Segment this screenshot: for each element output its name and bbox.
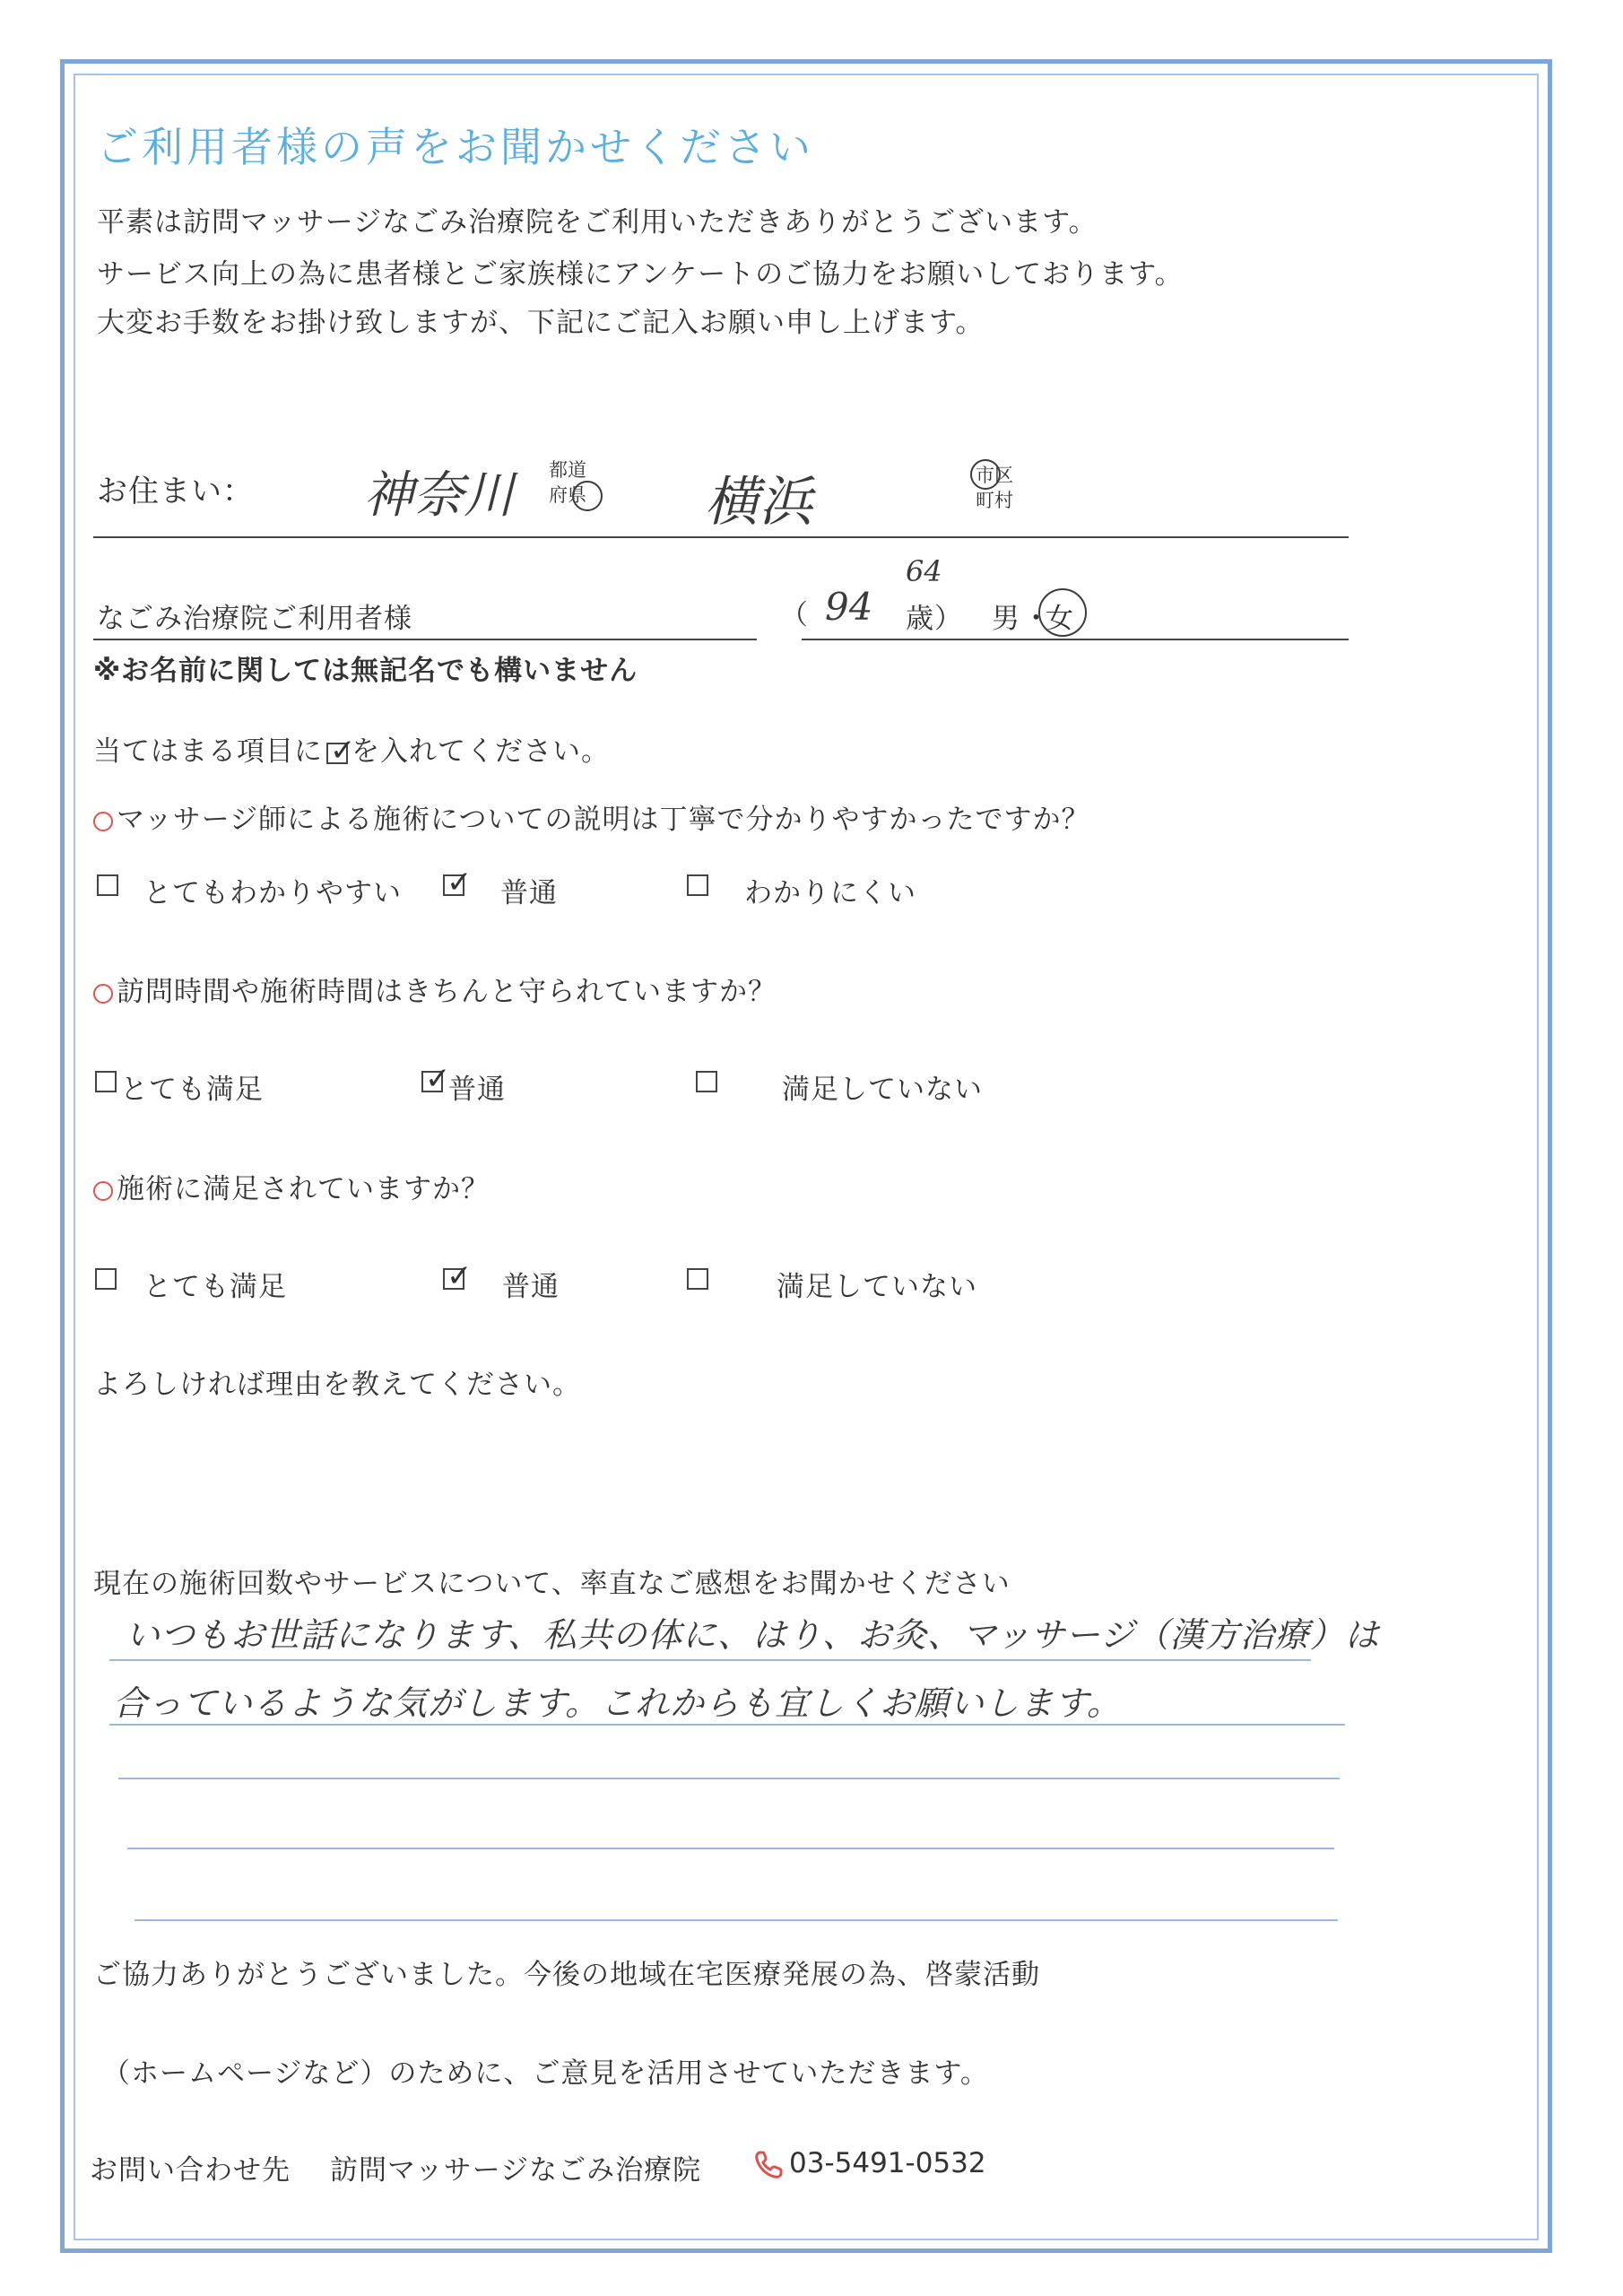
instruction-pre: 当てはまる項目に [93, 735, 323, 768]
instruction-text [93, 728, 610, 769]
age-handwritten[interactable]: 94 [825, 585, 873, 629]
q2-option-2-checkbox[interactable] [421, 1061, 451, 1097]
question-3 [93, 1166, 490, 1206]
question-2 [93, 969, 777, 1009]
feedback-line-1[interactable]: いつもお世話になります、私共の体に、はり、お灸、マッサージ（漢方治療）は [126, 1615, 1380, 1655]
user-name-underline [93, 639, 757, 640]
closing-line-1: ご協力ありがとうございました。今後の地域在宅医療発展の為、啓蒙活動 [93, 1959, 1040, 1991]
question-2-text: 訪問時間や施術時間はきちんと守られていますか？ [117, 976, 777, 1008]
age-open-paren: （ [780, 599, 809, 631]
feedback-rule-1 [109, 1659, 1311, 1661]
prefecture-suffix-top: 都道 [549, 459, 586, 481]
q3-option-1-checkbox[interactable] [95, 1268, 117, 1290]
city-handwritten[interactable]: 横浜 [705, 471, 812, 534]
gender-separator: ・ [1022, 603, 1051, 635]
intro-line-2: サービス向上の為に患者様とご家族様にアンケートのご協力をお願いしております。 [97, 258, 1184, 291]
age-suffix: 歳） [906, 603, 963, 635]
feedback-rule-4 [127, 1848, 1334, 1849]
q2-option-3-checkbox[interactable] [696, 1071, 717, 1092]
feedback-rule-3 [118, 1778, 1340, 1779]
q3-option-2-checkbox[interactable] [443, 1258, 473, 1294]
q2-option-3-label: 満足していない [782, 1074, 983, 1106]
gender-male[interactable]: 男 [992, 603, 1020, 635]
phone-icon [753, 2150, 784, 2180]
address-underline [93, 536, 1349, 538]
user-label: なごみ治療院ご利用者様 [97, 603, 412, 635]
q1-option-1-label: とてもわかりやすい [143, 877, 402, 909]
check-icon: ✓ [447, 865, 473, 900]
q1-option-3-label: わかりにくい [744, 877, 916, 909]
q2-option-1-label: とても満足 [120, 1074, 264, 1106]
prefecture-handwritten[interactable]: 神奈川 [363, 466, 514, 525]
question-circle-icon [93, 1181, 113, 1201]
feedback-prompt: 現在の施術回数やサービスについて、率直なご感想をお聞かせください [93, 1568, 1011, 1600]
q3-option-3-label: 満足していない [777, 1271, 977, 1303]
address-label: お住まい： [97, 474, 254, 509]
contact-phone[interactable]: 03-5491-0532 [789, 2147, 986, 2179]
intro-line-3: 大変お手数をお掛け致しますが、下記にご記入お願い申し上げます。 [97, 307, 985, 339]
page-title: ご利用者様の声をお聞かせください [97, 123, 814, 171]
name-note: ※お名前に関しては無記名でも構いません [93, 655, 638, 687]
closing-line-2: （ホームページなど）のために、ご意見を活用させていただきます。 [102, 2057, 989, 2090]
feedback-rule-5 [135, 1919, 1338, 1921]
gender-female-circle [1038, 588, 1087, 637]
intro-line-1: 平素は訪問マッサージなごみ治療院をご利用いただきありがとうございます。 [97, 206, 1098, 239]
question-circle-icon [93, 812, 113, 831]
q3-option-1-label: とても満足 [143, 1271, 287, 1303]
city-suffix-bottom: 町村 [976, 490, 1013, 511]
question-1-text: マッサージ師による施術についての説明は丁寧で分かりやすかったですか？ [117, 804, 1090, 836]
question-1 [93, 796, 1090, 837]
q3-option-3-checkbox[interactable] [687, 1268, 708, 1290]
prefecture-suffix-bottom: 府県 [549, 484, 586, 506]
q1-option-1-checkbox[interactable] [97, 874, 118, 896]
check-icon: ✓ [425, 1061, 451, 1097]
check-icon: ✓ [447, 1258, 473, 1294]
gender-female[interactable]: 女 [1046, 603, 1074, 635]
prefecture-circle-mark [572, 481, 603, 511]
feedback-line-2[interactable]: 合っているような気がします。これからも宜しくお願いします。 [113, 1683, 1122, 1723]
age-alt-handwritten: 64 [906, 554, 942, 588]
age-underline [802, 639, 1349, 640]
reason-prompt: よろしければ理由を教えてください。 [93, 1369, 581, 1401]
q3-option-2-label: 普通 [502, 1271, 560, 1303]
feedback-rule-2 [109, 1724, 1345, 1726]
contact-clinic: 訪問マッサージなごみ治療院 [330, 2154, 702, 2187]
instruction-sample-checkbox [326, 733, 357, 769]
check-icon: ✓ [330, 733, 357, 769]
city-circle-mark [970, 459, 1001, 490]
instruction-post: を入れてください。 [352, 735, 610, 768]
city-suffix-top: 市区 [976, 465, 1013, 486]
q1-option-2-label: 普通 [500, 877, 558, 909]
question-circle-icon [93, 984, 113, 1004]
q1-option-3-checkbox[interactable] [687, 874, 708, 896]
q1-option-2-checkbox[interactable] [443, 865, 473, 900]
question-3-text: 施術に満足されていますか？ [117, 1173, 490, 1205]
contact-label: お問い合わせ先 [90, 2154, 291, 2187]
q2-option-1-checkbox[interactable] [95, 1071, 117, 1092]
inner-frame [74, 74, 1539, 2240]
q2-option-2-label: 普通 [448, 1074, 506, 1106]
